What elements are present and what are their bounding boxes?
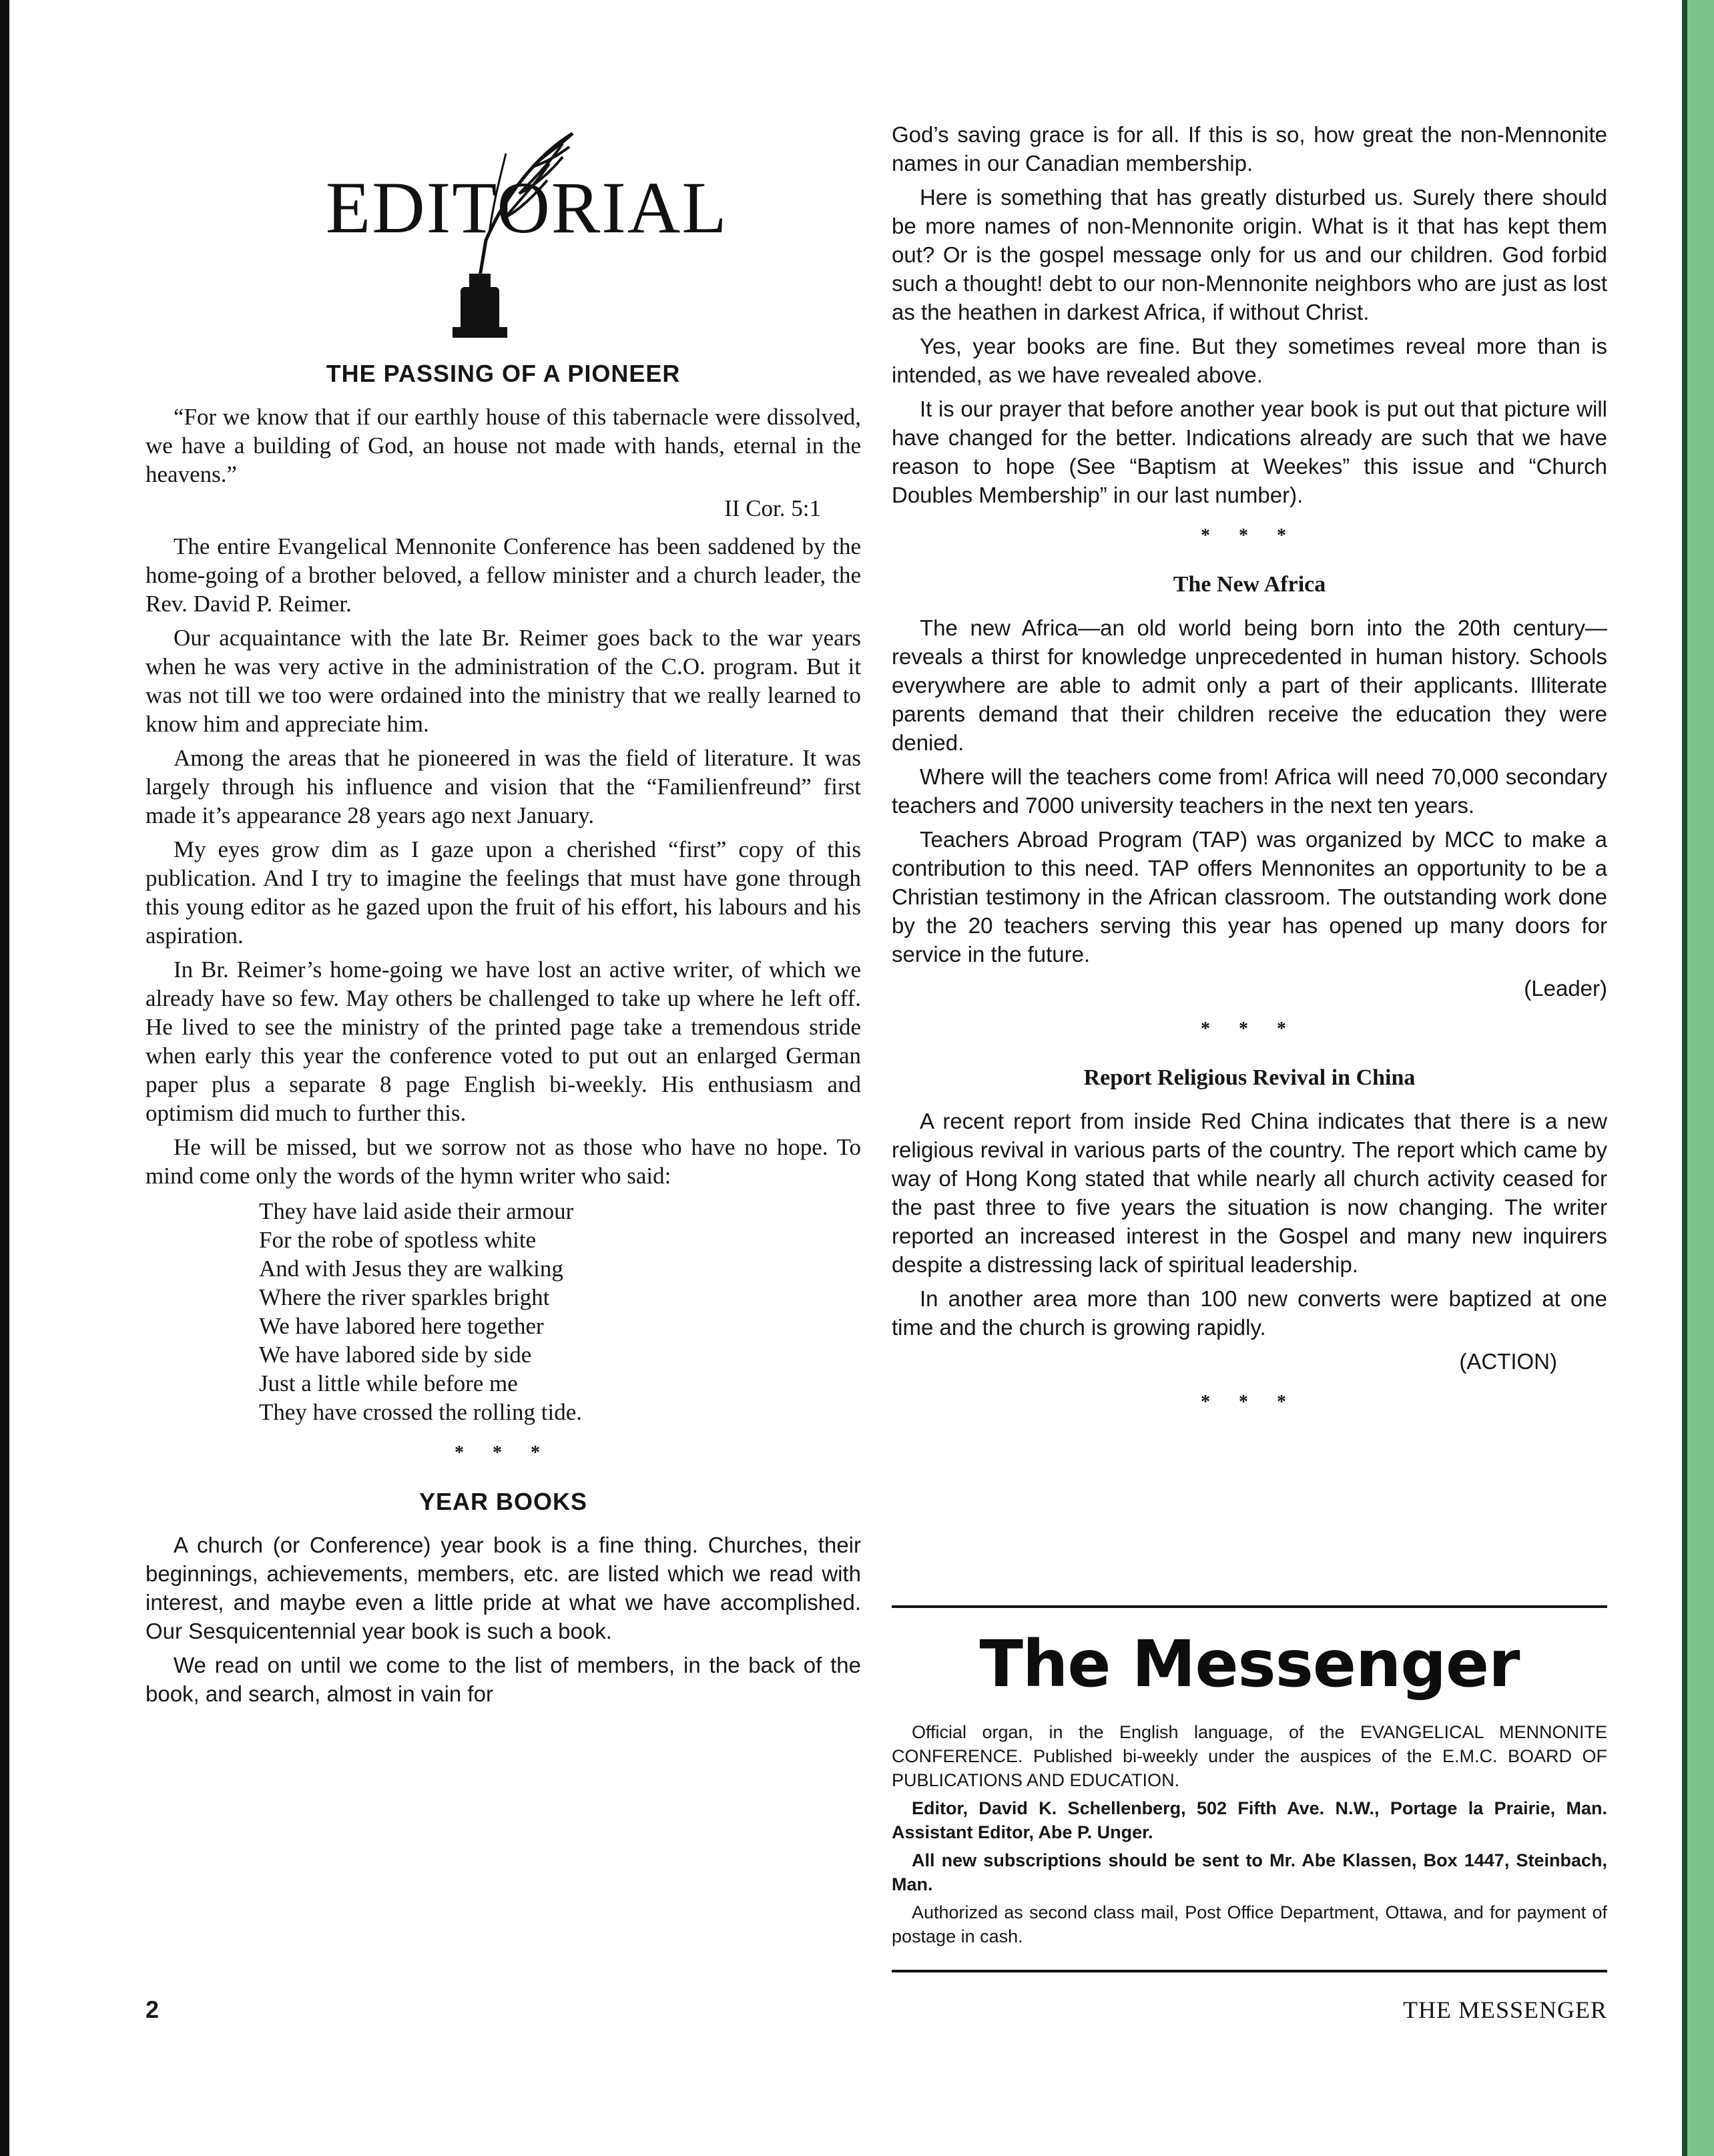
section-separator: * * * [1201, 1392, 1298, 1412]
article-body-year-books-continued [892, 120, 1607, 509]
paragraph: He will be missed, but we sorrow not as those who have no hope. To mind come only the words of the hymn writer who said: [146, 1134, 861, 1189]
article-body-year-books [146, 1531, 861, 1708]
scan-edge-left [0, 0, 9, 2156]
publication-line: Official organ, in the English language, of the EVANGELICAL MENNONITE CONFERENCE. Published bi-weekly under the auspices of the E.M.C. BOARD OF PUBLICATIONS AND EDUCATION. [892, 1722, 1607, 1790]
paragraph: My eyes grow dim as I gaze upon a cherished “first” copy of this publication. And I try to imagine the feelings that must have gone through this young editor as he gazed upon the fruit of his effort, his labours and his aspiration. [146, 836, 861, 949]
article-title-china-revival: Report Religious Revival in China [1083, 1065, 1416, 1090]
article-title-new-africa: The New Africa [1173, 572, 1326, 597]
messenger-title: The Messenger [979, 1627, 1520, 1701]
paragraph: Among the areas that he pioneered in was the field of literature. It was largely through his influence and vision that the “Familienfreund” first made it’s appearance 28 years ago next January. [146, 745, 861, 828]
paragraph: Yes, year books are fine. But they sometimes reveal more than is intended, as we have revealed above. [892, 334, 1607, 387]
scripture-quote: “For we know that if our earthly house of this tabernacle were dissolved, we have a building of God, an house not made with hands, eternal in the heavens.” [146, 404, 861, 487]
quill-inkwell-icon [406, 127, 606, 347]
paragraph: A recent report from inside Red China indicates that there is a new religious revival in various parts of the country. The report which came by way of Hong Kong stated that while nearly all church activity ceased for the past three to five years the situation is now changing. The writer reported an increased interest in the Gospel and many new inquirers despite a distressing lack of spiritual leadership. [892, 1109, 1607, 1277]
poem-line: We have labored here together [259, 1313, 544, 1339]
paragraph: Teachers Abroad Program (TAP) was organized by MCC to make a contribution to this need. TAP offers Mennonites an opportunity to be a Christian testimony in the African classroom. The outstanding work done by the 20 teachers serving this year has opened up many doors for service in the future. [892, 827, 1607, 967]
article-title-passing-pioneer: THE PASSING OF A PIONEER [326, 360, 681, 387]
article-source: (Leader) [1524, 976, 1607, 1001]
article-body-china-revival [892, 1107, 1607, 1376]
publication-line: All new subscriptions should be sent to Mr. Abe Klassen, Box 1447, Steinbach, Man. [892, 1850, 1607, 1894]
section-separator: * * * [455, 1442, 552, 1463]
paragraph: God’s saving grace is for all. If this is so, how great the non-Mennonite names in our Canadian membership. [892, 122, 1607, 176]
publication-line: Editor, David K. Schellenberg, 502 Fifth Ave. N.W., Portage la Prairie, Man. Assistant Editor, Abe P. Unger. [892, 1798, 1607, 1842]
paragraph: Here is something that has greatly disturbed us. Surely there should be more names of non-Mennonite origin. What is it that has kept them out? Or is the gospel message only for us and our children. God forbid such a thought! debt to our non-Mennonite neighbors who are just as lost as the heathen in darkest Africa, if without Christ. [892, 185, 1607, 324]
scan-edge-right-shadow [1682, 0, 1687, 2156]
poem-line: And with Jesus they are walking [259, 1256, 563, 1282]
page-number: 2 [146, 1996, 160, 2023]
editorial-title: EDITORIAL [326, 167, 728, 248]
paragraph: In Br. Reimer’s home-going we have lost an active writer, of which we already have so few. May others be challenged to take up where he left off. He lived to see the ministry of the printed page take a tremendous stride when early this year the conference voted to put out an enlarged German paper plus a separate 8 page English bi-weekly. His enthusiasm and optimism did much to further this. [146, 957, 861, 1126]
scan-edge-right [1687, 0, 1714, 2156]
article-body-passing-pioneer [146, 402, 861, 1426]
editorial-masthead [146, 127, 861, 347]
poem-line: We have labored side by side [259, 1342, 532, 1368]
right-column [892, 120, 1607, 1436]
poem-line: They have laid aside their armour [259, 1198, 574, 1224]
paragraph: The entire Evangelical Mennonite Conference has been saddened by the home-going of a brother beloved, a fellow minister and a church leader, the Rev. David P. Reimer. [146, 533, 861, 617]
paragraph: We read on until we come to the list of members, in the back of the book, and search, almost in vain for [146, 1653, 861, 1706]
paragraph: The new Africa—an old world being born into the 20th century—reveals a thirst for knowledge unprecedented in human history. Schools everywhere are able to admit only a part of their applicants. Illiterate parents demand that their children receive the education they were denied. [892, 615, 1607, 755]
article-source: (ACTION) [1459, 1349, 1557, 1374]
footer-publication-name: THE MESSENGER [1402, 1996, 1607, 2023]
left-column [146, 127, 861, 1713]
publication-details [892, 1720, 1607, 1948]
poem-line: Just a little while before me [259, 1370, 518, 1396]
poem-line: They have crossed the rolling tide. [259, 1399, 583, 1425]
section-separator: * * * [1201, 525, 1298, 546]
article-title-year-books: YEAR BOOKS [418, 1488, 588, 1515]
publication-line: Authorized as second class mail, Post Office Department, Ottawa, and for payment of postage in cash. [892, 1902, 1607, 1946]
paragraph: A church (or Conference) year book is a fine thing. Churches, their beginnings, achievements, members, etc. are listed which we read with interest, and maybe even a little pride at what we have accomplished. Our Sesquicentennial year book is such a book. [146, 1533, 861, 1643]
hymn-poem [259, 1197, 861, 1426]
scripture-citation: II Cor. 5:1 [724, 495, 821, 521]
paragraph: Our acquaintance with the late Br. Reimer goes back to the war years when he was very active in the administration of the C.O. program. But it was not till we too were ordained into the ministry that we really learned to know him and appreciate him. [146, 625, 861, 737]
article-body-new-africa [892, 613, 1607, 1003]
paragraph: It is our prayer that before another year book is put out that picture will have changed for the better. Indications already are such that we have reason to hope (See “Baptism at Weekes” this issue and “Church Doubles Membership” in our last number). [892, 396, 1607, 507]
paragraph: In another area more than 100 new converts were baptized at one time and the church is growing rapidly. [892, 1286, 1607, 1340]
section-separator: * * * [1201, 1019, 1298, 1039]
paragraph: Where will the teachers come from! Africa will need 70,000 secondary teachers and 7000 university teachers in the next ten years. [892, 764, 1607, 818]
messenger-info-box [892, 1605, 1607, 1972]
poem-line: For the robe of spotless white [259, 1227, 537, 1253]
poem-line: Where the river sparkles bright [259, 1284, 550, 1310]
